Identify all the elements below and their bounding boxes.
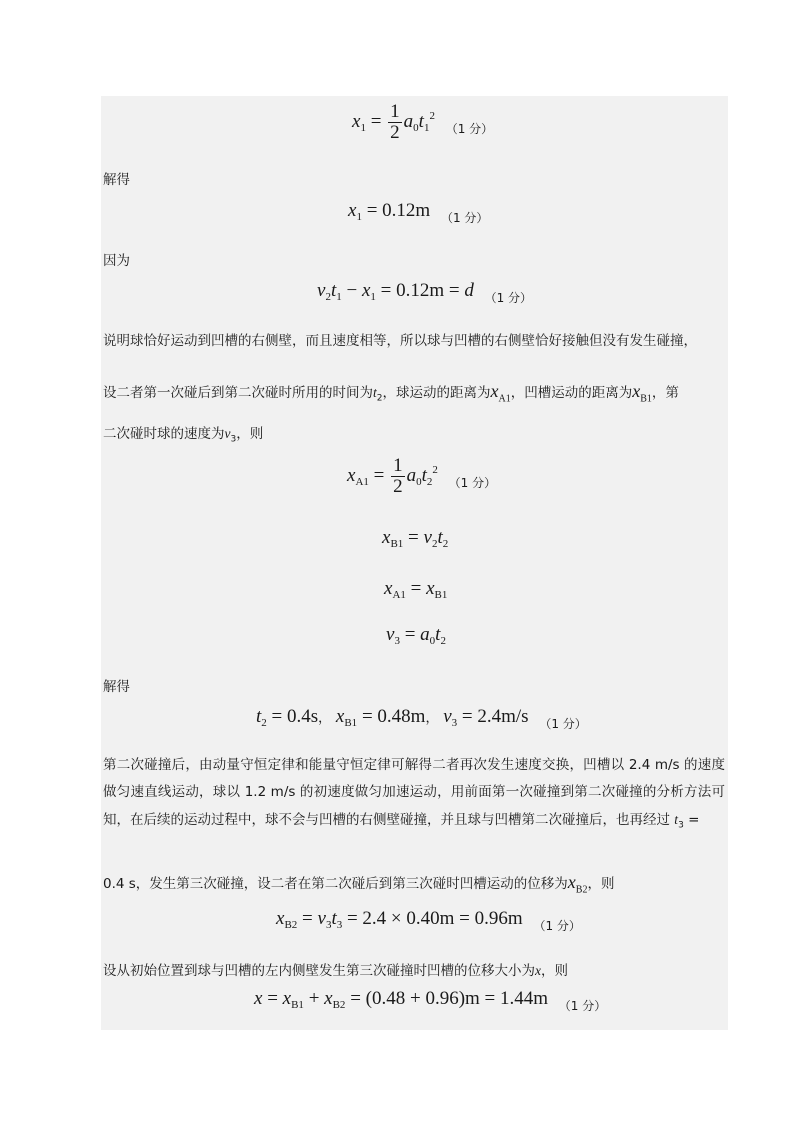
score-label: （1 分） xyxy=(539,717,587,731)
jiede-label: 解得 xyxy=(103,172,130,188)
score-label: （1 分） xyxy=(445,121,494,136)
equation-xb2: $x_{B2} = v_3t_3 = 2.4 \times 0.40m = 0.96m$ $_{(1 分)}$ xyxy=(276,908,581,933)
equation-xb1: $x_{B1} = v_2t_2$ xyxy=(382,527,449,550)
paragraph-third-collision: 0.4 s，发生第三次碰撞，设二者在第二次碰后到第三次碰时凹槽运动的位移为$x_{B2}$，则 xyxy=(103,872,615,896)
score-label: （1 分） xyxy=(558,999,607,1013)
jiede-label: 解得 xyxy=(103,679,130,695)
paragraph-total-displacement: 设从初始位置到球与凹槽的左内侧壁发生第三次碰撞时凹槽的位移大小为x，则 xyxy=(103,963,568,979)
equation-v3: $v_3 = a_0t_2$ xyxy=(386,624,446,647)
equation-results-t2-xb1-v3: $t_2 = 0.4s$， $x_{B1} = 0.48m$， $v_3 = 2.4m/s$ $_{(1 分)}$ xyxy=(256,706,587,731)
equation-x1-result: $x_1 = 0.12m$ $_{(1 分)}$ xyxy=(348,200,489,225)
score-label: （1 分） xyxy=(448,475,497,490)
equation-x1-definition: $x_1$ = $\frac{1}{2}$ $a_0t_1^2$ $_{(1 分)}$ xyxy=(352,101,494,143)
paragraph-velocity-v3: 二次碰时球的速度为$v_3$，则 xyxy=(103,426,264,445)
score-label: （1 分） xyxy=(484,291,533,305)
paragraph-explanation: 说明球恰好运动到凹槽的右侧壁，而且速度相等，所以球与凹槽的右侧壁恰好接触但没有发生碰撞， xyxy=(103,333,697,349)
equation-total-x: $x = x_{B1} + x_{B2} = (0.48 + 0.96)m = 1.44m$ $_{(1 分)}$ xyxy=(254,988,607,1013)
score-label: （1 分） xyxy=(440,211,489,225)
equation-relative-displacement: $v_2t_1 - x_1 = 0.12m = d$ $_{(1 分)}$ xyxy=(317,280,533,305)
paragraph-define-variables: 设二者第一次碰后到第二次碰时所用的时间为$t_2$，球运动的距离为$x_{A1}$，凹槽运动的距离为$x_{B1}$，第 xyxy=(103,381,679,405)
equation-xa1: $x_{A1}$ = $\frac{1}{2}$ $a_0t_2^2$ $_{(1 分)}$ xyxy=(347,455,497,497)
score-label: （1 分） xyxy=(533,919,581,933)
paragraph-second-collision: 第二次碰撞后，由动量守恒定律和能量守恒定律可解得二者再次发生速度交换，凹槽以 2.4 m/s 的速度做匀速直线运动，球以 1.2 m/s 的初速度做匀加速运动，用前面第一次碰撞到第二次碰撞的分析方法可知，在后续的运动过程中，球不会与凹槽的右侧壁碰撞，并且球与凹槽第二次碰撞后，也再经过 $t_3$ = xyxy=(103,757,725,831)
yinwei-label: 因为 xyxy=(103,253,130,269)
equation-xa1-equals-xb1: $x_{A1} = x_{B1}$ xyxy=(384,578,448,601)
